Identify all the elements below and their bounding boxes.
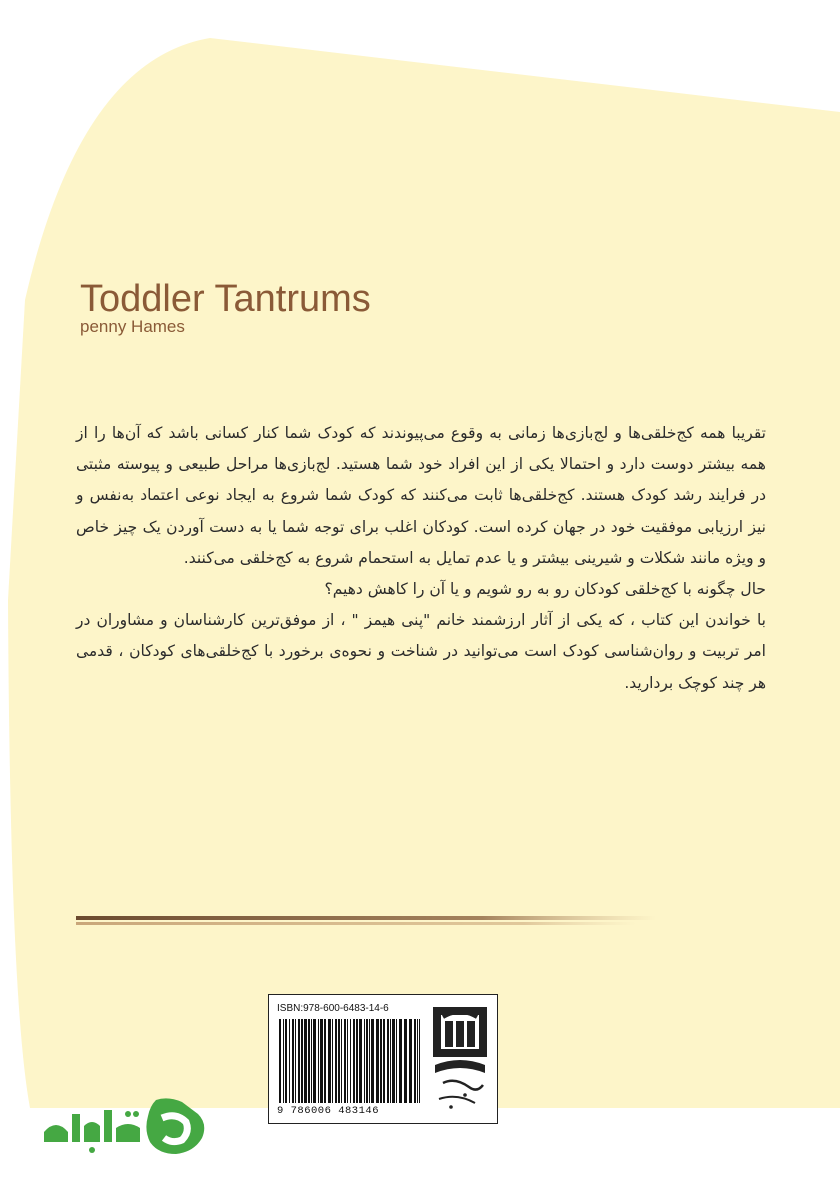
book-title: Toddler Tantrums (80, 278, 371, 320)
isbn-label: ISBN:978-600-6483-14-6 (277, 1003, 389, 1014)
blurb-question: حال چگونه با کج‌خلقی کودکان رو به رو شویم و یا آن را کاهش دهیم؟ (324, 580, 766, 599)
blurb-paragraph: با خواندن این کتاب ، که یکی از آثار ارزشمند خانم "پنی هیمز " ، از موفق‌ترین کارشناسان و مشاوران در امر تربیت و روان‌شناسی کودک است می‌توانید در شناخت و نحوه‌ی برخورد با کج‌خلقی‌های کودکان ، قدمی هر چند کوچک بردارید. (76, 611, 766, 692)
barcode-number: 9 786006 483146 (277, 1105, 380, 1117)
book-author: penny Hames (80, 317, 185, 336)
isbn-barcode-block (268, 994, 498, 1124)
ketabrah-logo-icon (36, 1092, 212, 1162)
blurb-paragraph: تقریبا همه کج‌خلقی‌ها و لج‌بازی‌ها زمانی به وقوع می‌پیوندند که کودک شما کنار کسانی باشد که آن‌ها را از همه بیشتر دوست دارد و احتمالا یکی از این افراد خود شما هستید. لج‌بازی‌ها مراحل طبیعی و پیوسته مثبتی در فرایند رشد کودک هستند. کج‌خلقی‌ها ثابت می‌کنند که کودک شما شروع به ایجاد نوعی اعتماد به‌نفس و نیز ارزیابی موفقیت خود در جهان کرده است. کودکان اغلب برای توجه شما یا به دست آوردن یک چیز خاص و ویژه مانند شکلات و شیرینی بیشتر و یا عدم تمایل به استحمام شروع به کج‌خلقی می‌کنند. (76, 424, 766, 567)
back-cover-blurb (76, 418, 766, 699)
decorative-divider (76, 914, 656, 930)
publisher-logo-icon (429, 1003, 491, 1117)
barcode-icon (277, 1019, 425, 1103)
